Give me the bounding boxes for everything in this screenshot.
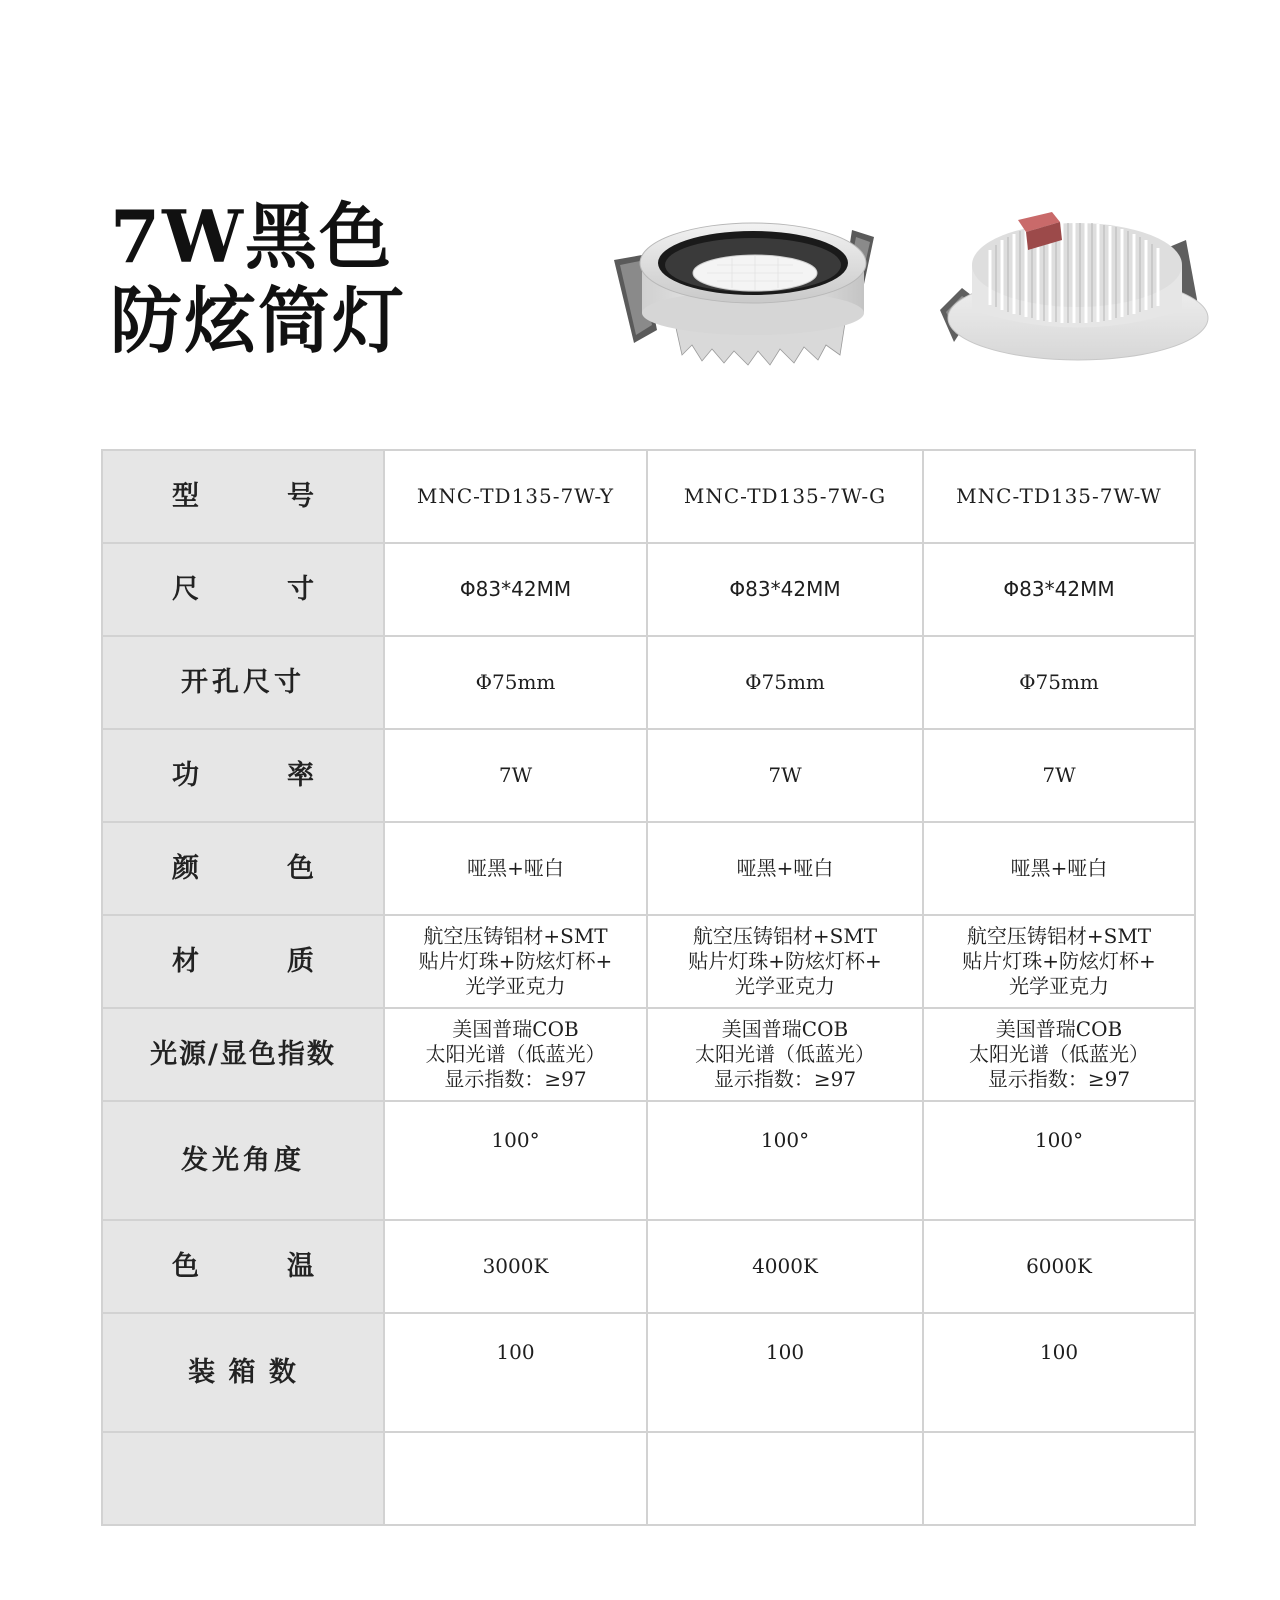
cell-line: 光学亚克力	[1009, 974, 1109, 998]
cell-line: 贴片灯珠+防炫灯杯+	[418, 949, 613, 973]
table-row	[102, 1220, 1195, 1313]
label-text: 装 箱 数	[188, 1357, 298, 1388]
cell-line: 太阳光谱（低蓝光）	[969, 1042, 1149, 1066]
row-label-light-source	[102, 1008, 384, 1101]
cell-line: 贴片灯珠+防炫灯杯+	[962, 949, 1156, 973]
table-cell	[647, 1008, 923, 1101]
cell-line: 贴片灯珠+防炫灯杯+	[688, 949, 882, 973]
table-cell: 100°	[647, 1101, 923, 1220]
table-cell: 100	[923, 1313, 1195, 1432]
cell-line: 显示指数：≥97	[987, 1067, 1131, 1091]
table-cell: MNC-TD135-7W-G	[647, 450, 923, 543]
label-char: 率	[287, 760, 314, 791]
table-cell: MNC-TD135-7W-Y	[384, 450, 647, 543]
table-cell: 100	[384, 1313, 647, 1432]
cell-line: 显示指数：≥97	[444, 1067, 587, 1091]
table-cell: 7W	[923, 729, 1195, 822]
table-row	[102, 915, 1195, 1008]
table-cell: 6000K	[923, 1220, 1195, 1313]
table-row	[102, 1313, 1195, 1432]
cell-line: 太阳光谱（低蓝光）	[425, 1042, 606, 1066]
cell-line: 光学亚克力	[465, 974, 566, 998]
row-label-empty	[102, 1432, 384, 1525]
cell-line: 美国普瑞COB	[721, 1017, 849, 1041]
table-cell: 100°	[923, 1101, 1195, 1220]
cell-line: 显示指数：≥97	[713, 1067, 857, 1091]
label-char: 质	[287, 946, 314, 977]
table-cell	[384, 1432, 647, 1525]
table-cell: 3000K	[384, 1220, 647, 1313]
table-row	[102, 450, 1195, 543]
table-cell	[923, 915, 1195, 1008]
table-cell: 7W	[647, 729, 923, 822]
label-char: 号	[287, 481, 314, 512]
table-row	[102, 822, 1195, 915]
table-cell: 哑黑+哑白	[384, 822, 647, 915]
table-row	[102, 1008, 1195, 1101]
table-cell: 100°	[384, 1101, 647, 1220]
title-line-2: 防炫筒灯	[110, 278, 407, 363]
table-cell: Φ75mm	[384, 636, 647, 729]
spec-table	[101, 449, 1196, 1526]
label-char: 色	[172, 1251, 199, 1282]
table-cell: 4000K	[647, 1220, 923, 1313]
page-title	[110, 195, 530, 363]
cell-line: 航空压铸铝材+SMT	[966, 924, 1152, 948]
table-cell: 哑黑+哑白	[923, 822, 1195, 915]
table-cell: Φ83*42MM	[384, 543, 647, 636]
table-row	[102, 1101, 1195, 1220]
table-row	[102, 729, 1195, 822]
cell-line: 美国普瑞COB	[995, 1017, 1123, 1041]
table-cell: Φ83*42MM	[647, 543, 923, 636]
label-char: 颜	[172, 853, 199, 884]
table-row	[102, 543, 1195, 636]
title-line-1: 7W黑色	[110, 194, 393, 279]
table-cell	[647, 1432, 923, 1525]
cell-line: 光学亚克力	[735, 974, 835, 998]
cell-line: 航空压铸铝材+SMT	[423, 924, 608, 948]
downlight-front-image	[612, 215, 907, 375]
row-label-color	[102, 822, 384, 915]
label-text: 发光角度	[181, 1145, 305, 1176]
row-label-power	[102, 729, 384, 822]
table-cell	[384, 1008, 647, 1101]
label-char: 功	[172, 760, 199, 791]
label-char: 型	[172, 481, 199, 512]
table-cell: Φ75mm	[923, 636, 1195, 729]
row-label-model	[102, 450, 384, 543]
table-cell	[923, 1008, 1195, 1101]
label-char: 尺	[172, 574, 199, 605]
row-label-cutout	[102, 636, 384, 729]
table-cell: 100	[647, 1313, 923, 1432]
cell-line: 美国普瑞COB	[452, 1017, 579, 1041]
row-label-beam-angle	[102, 1101, 384, 1220]
cell-line: 航空压铸铝材+SMT	[692, 924, 878, 948]
downlight-back-image	[940, 210, 1225, 370]
cell-line: 太阳光谱（低蓝光）	[695, 1042, 875, 1066]
row-label-size	[102, 543, 384, 636]
label-char: 材	[172, 946, 199, 977]
table-cell: 哑黑+哑白	[647, 822, 923, 915]
table-cell: 7W	[384, 729, 647, 822]
table-cell: Φ75mm	[647, 636, 923, 729]
label-char: 温	[287, 1251, 314, 1282]
table-row	[102, 1432, 1195, 1525]
row-label-material	[102, 915, 384, 1008]
label-text: 光源/显色指数	[150, 1039, 336, 1070]
row-label-color-temp	[102, 1220, 384, 1313]
row-label-carton-qty	[102, 1313, 384, 1432]
table-cell: Φ83*42MM	[923, 543, 1195, 636]
table-cell: MNC-TD135-7W-W	[923, 450, 1195, 543]
label-char: 寸	[287, 574, 314, 605]
label-text: 开孔尺寸	[181, 667, 305, 698]
label-char: 色	[287, 853, 314, 884]
table-cell	[384, 915, 647, 1008]
table-cell	[923, 1432, 1195, 1525]
table-cell	[647, 915, 923, 1008]
table-row	[102, 636, 1195, 729]
